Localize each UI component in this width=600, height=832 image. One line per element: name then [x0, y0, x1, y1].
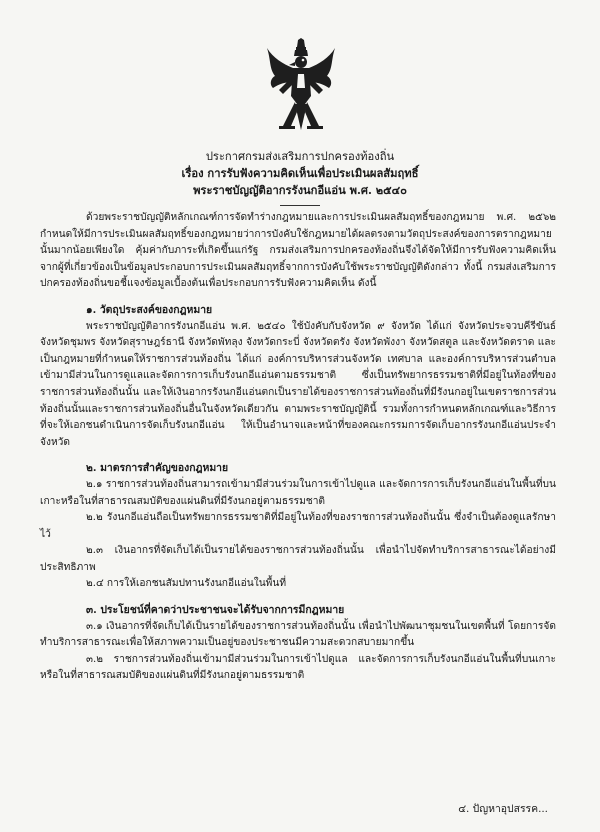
section-2-title: ๒. มาตรการสำคัญของกฎหมาย — [86, 462, 229, 475]
intro-paragraph: ด้วยพระราชบัญญัติหลักเกณฑ์การจัดทำร่างกฎหมายและการประเมินผลสัมฤทธิ์ของกฎหมาย พ.ศ. ๒๕๖๒ กำหนดให้มีการประเมินผลสัมฤทธิ์ของกฎหมายว่าการบังคับใช้กฎหมายได้ผลตรงตามวัตถุประสงค์ของการตรากฎหมายนั้นมากน้อยเพียงใด คุ้มค่ากับภาระที่เกิดขึ้นแก่รัฐ กรมส่งเสริมการปกครองท้องถิ่นจึงได้จัดให้มีการรับฟังความคิดเห็นจากผู้ที่เกี่ยวข้องเป็นข้อมูลประกอบการประเมินผลสัมฤทธิ์จากการบังคับใช้พระราชบัญญัติดังกล่าว ทั้งนี้ กรมส่งเสริมการปกครองท้องถิ่นขอชี้แจงข้อมูลเบื้องต้นเพื่อประกอบการรับฟังความคิดเห็น ดังนี้ — [40, 212, 556, 290]
section-3-title: ๓. ประโยชน์ที่คาดว่าประชาชนจะได้รับจากการมีกฎหมาย — [86, 604, 345, 617]
section-1-paragraph: พระราชบัญญัติอากรรังนกอีแอ่น พ.ศ. ๒๕๔๐ ใช้บังคับกับจังหวัด ๙ จังหวัด ได้แก่ จังหวัดประจวบคีรีขันธ์ จังหวัดชุมพร จังหวัดสุราษฎร์ธานี จังหวัดพัทลุง จังหวัดกระบี่ จังหวัดตรัง จังหวัดพังงา จังหวัดสตูล และจังหวัดตราด และเป็นกฎหมายที่กำหนดให้ราชการส่วนท้องถิ่น ได้แก่ องค์การบริหารส่วนจังหวัด เทศบาล และองค์การบริหารส่วนตำบล เข้ามามีส่วนในการดูแลและจัดการการเก็บรังนกอีแอ่นตามธรรมชาติ ซึ่งเป็นทรัพยากรธรรมชาติที่มีอยู่ในท้องที่ของราชการส่วนท้องถิ่นนั้น และให้เงินอากรรังนกอีแอ่นตกเป็นรายได้ของราชการส่วนท้องถิ่นที่มีรังนกอยู่ในเขตราชการส่วนท้องถิ่นนั้นและราชการส่วนท้องถิ่นอื่นในจังหวัดเดียวกัน ตามพระราชบัญญัตินี้ รวมทั้งการกำหนดหลักเกณฑ์และวิธีการที่จะให้เอกชนดำเนินการจัดเก็บรังนกอีแอ่น ให้เป็นอำนาจและหน้าที่ของคณะกรรมการจัดเก็บอากรรังนกอีแอ่นประจำจังหวัด — [40, 320, 556, 448]
section-1-title: ๑. วัตถุประสงค์ของกฎหมาย — [86, 303, 213, 316]
garuda-emblem-icon — [265, 38, 337, 136]
announcement-law: พระราชบัญญัติอากรรังนกอีแอ่น พ.ศ. ๒๕๔๐ — [193, 183, 407, 197]
section-3-item-2: ๓.๒ ราชการส่วนท้องถิ่นเข้ามามีส่วนร่วมในการเข้าไปดูแล และจัดการการเก็บรังนกอีแอ่นในพื้นที่บนเกาะหรือในที่สาธารณสมบัติของแผ่นดินที่มีรังนกอยู่ตามธรรมชาติ — [40, 653, 556, 682]
announcement-org: ประกาศกรมส่งเสริมการปกครองท้องถิ่น — [205, 150, 395, 163]
heading-divider — [280, 205, 320, 206]
section-2-item-2: ๒.๒ รังนกอีแอ่นถือเป็นทรัพยากรธรรมชาติที่มีอยู่ในท้องที่ของราชการส่วนท้องถิ่นนั้น ซึ่งจำเป็นต้องดูแลรักษาไว้ — [40, 512, 556, 540]
section-2-item-3: ๒.๓ เงินอากรที่จัดเก็บได้เป็นรายได้ของราชการส่วนท้องถิ่นนั้น เพื่อนำไปจัดทำบริการสาธารณะได้อย่างมีประสิทธิภาพ — [40, 545, 556, 573]
continuation-marker: ๔. ปัญหาอุปสรรค... — [458, 803, 548, 815]
section-2-item-1: ๒.๑ ราชการส่วนท้องถิ่นสามารถเข้ามามีส่วนร่วมในการเข้าไปดูแล และจัดการการเก็บรังนกอีแอ่นในพื้นที่บนเกาะหรือในที่สาธารณสมบัติของแผ่นดินที่มีรังนกอยู่ตามธรรมชาติ — [40, 478, 556, 507]
announcement-subject: เรื่อง การรับฟังความคิดเห็นเพื่อประเมินผลสัมฤทธิ์ — [181, 166, 419, 180]
section-3-item-1: ๓.๑ เงินอากรที่จัดเก็บได้เป็นรายได้ของราชการส่วนท้องถิ่นนั้น เพื่อนำไปพัฒนาชุมชนในเขตพื้นที่ โดยการจัดทำบริการสาธารณะเพื่อให้สภาพความเป็นอยู่ของประชาชนมีความสะดวกสบายมากขึ้น — [40, 620, 556, 649]
document-body — [40, 210, 556, 685]
document-heading — [120, 148, 480, 206]
section-2-item-4: ๒.๔ การให้เอกชนสัมปทานรังนกอีแอ่นในพื้นที่ — [86, 578, 287, 590]
